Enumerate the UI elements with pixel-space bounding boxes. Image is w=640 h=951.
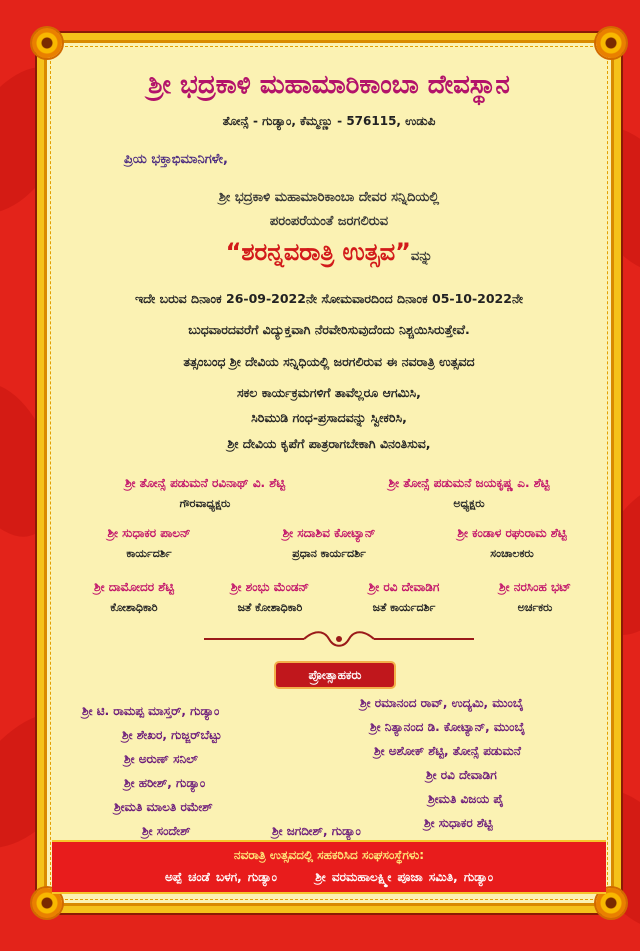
flower-corner-icon [596,28,626,58]
event-heading [44,238,614,266]
patron-name: ಶ್ರೀಮತಿ ವಿಜಯ ಪೈ [428,792,504,806]
committee-member [422,526,602,561]
member-name: ಶ್ರೀ ರವಿ ದೇವಾಡಿಗ [368,580,440,594]
patron-name: ಶ್ರೀ ಶೇಖರ, ಗುಜ್ಜರ್‌ಬೆಟ್ಟು [122,728,222,742]
member-role: ಕಾರ್ಯದರ್ಶಿ [126,547,172,560]
patron-name: ಶ್ರೀ ಟಿ. ರಾಮಪ್ಪ ಮಾಸ್ತರ್, ಗುಡ್ಯಾಂ [82,704,220,718]
member-name: ಶ್ರೀ ಸುಧಾಕರ ಪಾಲನ್ [107,526,191,540]
patron-name: ಶ್ರೀ ಸುಧಾಕರ ಶೆಟ್ಟಿ [424,816,493,830]
body-line: ಶ್ರೀ ದೇವಿಯ ಕೃಪೆಗೆ ಪಾತ್ರರಾಗಬೇಕಾಗಿ ವಿನಂತಿಸುವ, [227,436,431,451]
member-role: ಸಂಚಾಲಕರು [490,547,534,560]
patrons-heading-badge: ಪ್ರೋತ್ಸಾಹಕರು [274,661,396,689]
member-role: ಪ್ರಧಾನ ಕಾರ್ಯದರ್ಶಿ [292,547,366,560]
sponsor-org: ಅಪ್ಪೆ ಚಂಡೆ ಬಳಗ, ಗುಡ್ಯಾಂ [164,870,277,884]
committee-member [80,476,330,511]
member-name: ಶ್ರೀ ದಾಮೋದರ ಶೆಟ್ಟಿ [93,580,175,594]
body-line: ಇದೇ ಬರುವ ದಿನಾಂಕ 26-09-2022ನೇ ಸೋಮವಾರದಿಂದ ದಿನಾಂಕ 05-10-2022ನೇ [134,291,524,306]
member-role: ಗೌರವಾಧ್ಯಕ್ಷರು [179,497,231,510]
member-name: ಶ್ರೀ ಸದಾಶಿವ ಕೋಟ್ಯಾನ್ [282,526,376,540]
body-line: ಬುಧವಾರದವರೆಗೆ ವಿದ್ಯುಕ್ತವಾಗಿ ನೆರವೇರಿಸುವುದೆಂದು ನಿಶ್ಚಯಿಸಿರುತ್ತೇವೆ. [188,322,470,337]
event-suffix: ವನ್ನು [410,249,433,264]
patron-name: ಶ್ರೀ ರವಿ ದೇವಾಡಿಗ [426,768,497,782]
patron-name: ಶ್ರೀಮತಿ ಮಾಲತಿ ರಮೇಶ್ [114,800,213,814]
sponsors-heading: ನವರಾತ್ರಿ ಉತ್ಸವದಲ್ಲಿ ಸಹಕರಿಸಿದ ಸಂಘಸಂಸ್ಥೆಗಳು: [233,848,425,862]
committee-member [468,580,602,615]
sponsor-org: ಶ್ರೀ ವರಮಹಾಲಕ್ಷ್ಮೀ ಪೂಜಾ ಸಮಿತಿ, ಗುಡ್ಯಾಂ [315,870,494,884]
member-name: ಶ್ರೀ ತೋನ್ಸೆ ಪಡುಮನೆ ರವಿನಾಥ್ ವಿ. ಶೆಟ್ಟಿ [124,476,286,490]
event-name: “ಶರನ್ನವರಾತ್ರಿ ಉತ್ಸವ” [225,238,411,266]
member-name: ಶ್ರೀ ಶಂಭು ಮೆಂಡನ್ [230,580,310,594]
committee-member [66,580,202,615]
patron-name: ಶ್ರೀ ಅರುಣ್ ಸನಿಲ್ [124,752,198,766]
temple-address: ತೋನ್ಸೆ - ಗುಡ್ಯಾಂ, ಕೆಮ್ಮಣ್ಣು - 576115, ಉಡುಪಿ [222,114,436,128]
member-name: ಶ್ರೀ ತೋನ್ಸೆ ಪಡುಮನೆ ಜಯಕೃಷ್ಣ ಎ. ಶೆಟ್ಟಿ [388,476,550,490]
member-role: ಕೋಶಾಧಿಕಾರಿ [110,601,158,614]
patron-name: ಶ್ರೀ ರಮಾನಂದ ರಾವ್, ಉದ್ಯಮಿ, ಮುಂಬೈ [360,696,524,710]
sponsors-banner [52,840,606,894]
greeting: ಪ್ರಿಯ ಭಕ್ತಾಭಿಮಾನಿಗಳೇ, [124,152,228,167]
committee-member [202,580,338,615]
committee-member [239,526,419,561]
patron-name: ಶ್ರೀ ನಿತ್ಯಾನಂದ ಡಿ. ಕೋಟ್ಯಾನ್, ಮುಂಬೈ [370,720,526,734]
committee-member [340,580,468,615]
member-role: ಅರ್ಚಕರು [517,601,553,614]
body-line: ಸಿರಿಮುಡಿ ಗಂಧ-ಪ್ರಸಾದವನ್ನು ಸ್ವೀಕರಿಸಿ, [251,410,407,425]
sponsors-list [52,870,606,885]
temple-title: ಶ್ರೀ ಭದ್ರಕಾಳಿ ಮಹಾಮಾರಿಕಾಂಬಾ ದೇವಸ್ಥಾನ [148,70,510,100]
member-role: ಜತೆ ಕೋಶಾಧಿಕಾರಿ [237,601,303,614]
patron-name: ಶ್ರೀ ಅಶೋಕ್ ಶೆಟ್ಟಿ, ತೋನ್ಸೆ ಪಡುಮನೆ [374,744,521,758]
body-line: ತತ್ಸಂಬಂಧ ಶ್ರೀ ದೇವಿಯ ಸನ್ನಿಧಿಯಲ್ಲಿ ಜರಗಲಿರುವ ಈ ನವರಾತ್ರಿ ಉತ್ಸವದ [183,354,475,369]
member-role: ಜತೆ ಕಾರ್ಯದರ್ಶಿ [372,601,436,614]
ornament-divider-icon [204,630,474,648]
member-name: ಶ್ರೀ ಕಂಡಾಳ ರಘುರಾಮ ಶೆಟ್ಟಿ [457,526,567,540]
patron-name: ಶ್ರೀ ಜಗದೀಶ್, ಗುಡ್ಯಾಂ [272,824,361,838]
intro-line: ಪರಂಪರೆಯಂತೆ ಜರಗಲಿರುವ [269,214,389,229]
member-role: ಅಧ್ಯಕ್ಷರು [453,497,485,510]
patron-name: ಶ್ರೀ ಹರೀಶ್, ಗುಡ್ಯಾಂ [124,776,206,790]
flower-corner-icon [32,28,62,58]
committee-member [64,526,234,561]
body-line: ಸಕಲ ಕಾರ್ಯಕ್ರಮಗಳಿಗೆ ತಾವೆಲ್ಲರೂ ಆಗಮಿಸಿ, [237,385,421,400]
committee-member [344,476,594,511]
member-name: ಶ್ರೀ ನರಸಿಂಹ ಭಟ್ [499,580,571,594]
intro-line: ಶ್ರೀ ಭದ್ರಕಾಳಿ ಮಹಾಮಾರಿಕಾಂಬಾ ದೇವರ ಸನ್ನಿದಿಯಲ್ಲಿ [218,190,440,205]
invitation-card [37,33,621,913]
patron-name: ಶ್ರೀ ಸಂದೇಶ್ [142,824,191,838]
